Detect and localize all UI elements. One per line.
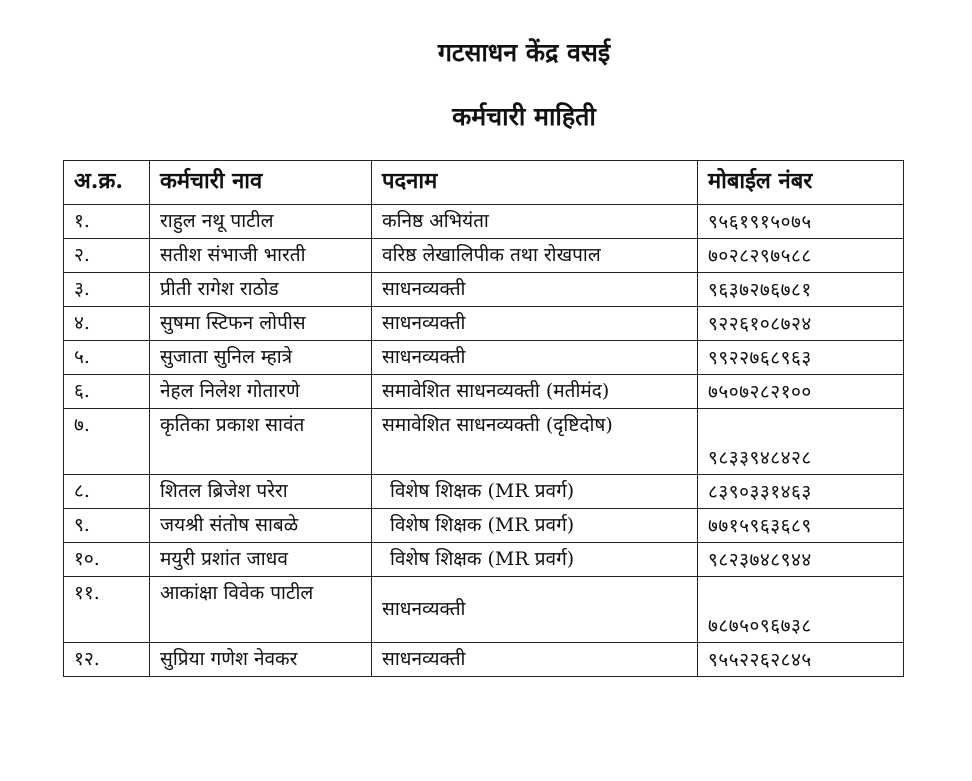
serial-cell: ७.: [64, 409, 150, 475]
document-title: गटसाधन केंद्र वसई: [437, 38, 611, 67]
designation-cell: साधनव्यक्ती: [372, 341, 698, 375]
document-subtitle: कर्मचारी माहिती: [452, 102, 596, 131]
name-cell: सुषमा स्टिफन लोपीस: [150, 307, 372, 341]
serial-cell: २.: [64, 239, 150, 273]
serial-cell: ४.: [64, 307, 150, 341]
mobile-cell: ७७१५९६३६८९: [698, 509, 904, 543]
mobile-cell: ९९२२७६८९६३: [698, 341, 904, 375]
mobile-cell: ९८३३९४८४२८: [698, 409, 904, 475]
table-row: [64, 577, 904, 643]
table-row: [64, 475, 904, 509]
table-row: [64, 643, 904, 677]
name-cell: प्रीती रागेश राठोड: [150, 273, 372, 307]
table-row: [64, 307, 904, 341]
serial-cell: ६.: [64, 375, 150, 409]
table-row: [64, 409, 904, 475]
designation-cell: विशेष शिक्षक (MR प्रवर्ग): [372, 509, 698, 543]
mobile-cell: ९२२६१०८७२४: [698, 307, 904, 341]
name-cell: कृतिका प्रकाश सावंत: [150, 409, 372, 475]
designation-cell: विशेष शिक्षक (MR प्रवर्ग): [372, 475, 698, 509]
mobile-cell: ९५६१९१५०७५: [698, 205, 904, 239]
serial-cell: १२.: [64, 643, 150, 677]
mobile-cell: ७८७५०९६७३८: [698, 577, 904, 643]
name-cell: जयश्री संतोष साबळे: [150, 509, 372, 543]
designation-cell: विशेष शिक्षक (MR प्रवर्ग): [372, 543, 698, 577]
mobile-cell: ८३९०३३१४६३: [698, 475, 904, 509]
serial-cell: ८.: [64, 475, 150, 509]
designation-cell: साधनव्यक्ती: [372, 643, 698, 677]
mobile-cell: ९६३७२७६७८१: [698, 273, 904, 307]
serial-cell: ९.: [64, 509, 150, 543]
header-serial-number: अ.क्र.: [64, 161, 150, 205]
designation-cell: साधनव्यक्ती: [372, 307, 698, 341]
table-row: [64, 273, 904, 307]
name-cell: नेहल निलेश गोतारणे: [150, 375, 372, 409]
table-row: [64, 205, 904, 239]
mobile-cell: ९५५२२६२८४५: [698, 643, 904, 677]
table-row: [64, 375, 904, 409]
header-mobile-number: मोबाईल नंबर: [698, 161, 904, 205]
name-cell: राहुल नथू पाटील: [150, 205, 372, 239]
staff-table: [63, 160, 904, 677]
mobile-cell: ९८२३७४८९४४: [698, 543, 904, 577]
designation-cell: समावेशित साधनव्यक्ती (मतीमंद): [372, 375, 698, 409]
serial-cell: ११.: [64, 577, 150, 643]
serial-cell: ३.: [64, 273, 150, 307]
name-cell: सुप्रिया गणेश नेवकर: [150, 643, 372, 677]
designation-cell: साधनव्यक्ती: [372, 577, 698, 643]
name-cell: सुजाता सुनिल म्हात्रे: [150, 341, 372, 375]
mobile-cell: ७०२८२९७५८८: [698, 239, 904, 273]
designation-cell: साधनव्यक्ती: [372, 273, 698, 307]
serial-cell: १०.: [64, 543, 150, 577]
table-row: [64, 341, 904, 375]
designation-cell: वरिष्ठ लेखालिपीक तथा रोखपाल: [372, 239, 698, 273]
table-row: [64, 509, 904, 543]
table-row: [64, 543, 904, 577]
designation-cell: कनिष्ठ अभियंता: [372, 205, 698, 239]
header-employee-name: कर्मचारी नाव: [150, 161, 372, 205]
table-header-row: [64, 161, 904, 205]
serial-cell: ५.: [64, 341, 150, 375]
name-cell: आकांक्षा विवेक पाटील: [150, 577, 372, 643]
name-cell: सतीश संभाजी भारती: [150, 239, 372, 273]
designation-cell: समावेशित साधनव्यक्ती (दृष्टिदोष): [372, 409, 698, 475]
mobile-cell: ७५०७२८२१००: [698, 375, 904, 409]
serial-cell: १.: [64, 205, 150, 239]
name-cell: शितल ब्रिजेश परेरा: [150, 475, 372, 509]
name-cell: मयुरी प्रशांत जाधव: [150, 543, 372, 577]
table-row: [64, 239, 904, 273]
header-designation: पदनाम: [372, 161, 698, 205]
